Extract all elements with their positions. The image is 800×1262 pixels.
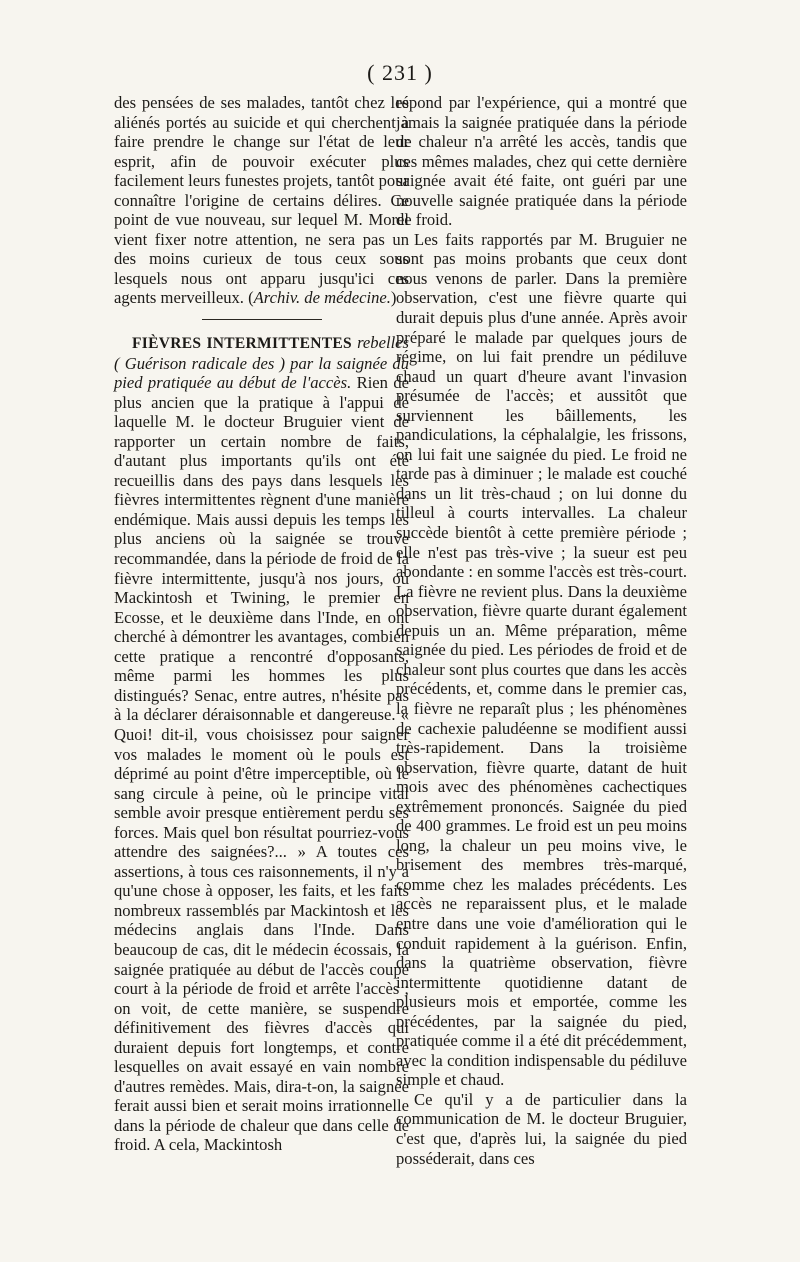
paragraph-text: des pensées de ses malades, tantôt chez les aliénés portés au suicide et qui cherchent à faire prendre le change sur l'état de leur esprit, afin de pouvoir exécuter plus facilement leurs funestes projets, tantôt pour connaître l'origine de certains délires. Ce point de vue nouveau, sur lequel M. Morel vient fixer notre attention, ne sera pas un des moins curieux de tous ceux sous lesquels nous ont apparu jusqu'ici ces agents merveilleux. ( [114, 93, 409, 308]
article-text: Rien de plus ancien que la pratique à l'appui de laquelle M. le docteur Bruguier vient de rapporter un certain nombre de faits, d'autant plus importants qu'ils ont été recueillis dans des pays dans lesquels les fièvres intermittentes règnent d'une manière endémique. Mais aussi depuis les temps les plus anciens où la saignée se trouve recommandée, dans la période de froid de la fièvre intermittente, jusqu'à nos jours, où Mackintosh et Twining, le premier en Ecosse, et le deuxième dans l'Inde, en ont cherché à démontrer les avantages, combien cette pratique a rencontré d'opposants, même parmi les hommes les plus distingués? Senac, entre autres, n'hésite pas à la déclarer déraisonnable et dangereuse. « Quoi! dit-il, vous choisissez pour saigner vos malades le moment où le pouls est déprimé au point d'être imperceptible, où le sang circule à peine, où le principe vital semble avoir presque entièrement perdu ses forces. Mais quel bon résultat pourriez-vous attendre des saignées?... » A toutes ces assertions, à tous ces raisonnements, il n'y a qu'une chose à opposer, les faits, et les faits nombreux rassemblés par Mackintosh et les médecins anglais dans l'Inde. Dans beaucoup de cas, dit le médecin écossais, la saignée pratiquée au début de l'accès coupe court à la période de froid et arrête l'accès ; on voit, de cette manière, se suspendre définitivement des fièvres d'accès qui duraient depuis fort longtemps, et contre lesquelles on avait essayé en vain nombre d'autres remèdes. Mais, dira-t-on, la saignée ferait aussi bien et serait moins irrationnelle dans la période de chaleur que dans celle de froid. A cela, Mackintosh [114, 373, 409, 1155]
article-paragraph [114, 333, 409, 1155]
paragraph: Ce qu'il y a de particulier dans la communication de M. le docteur Bruguier, c'est que, d'après lui, la saignée du pied posséderait, dans ces [396, 1089, 687, 1168]
article-heading: FIÈVRES INTERMITTENTES [132, 335, 352, 353]
article-subtitle: rebelles ( Guérison radicale des ) par la saignée du pied pratiquée au début de l'accès. [114, 333, 409, 393]
section-divider [202, 319, 322, 320]
paragraph: Les faits rapportés par M. Bruguier ne sont pas moins probants que ceux dont nous venons de parler. Dans la première observation, c'est une fièvre quarte qui durait depuis plus d'une année. Après avoir préparé le malade par quelques jours de régime, on lui fait prendre un pédiluve chaud un quart d'heure avant l'invasion présumée de l'accès; et aussitôt que surviennent les bâillements, les pandiculations, la céphalalgie, les frissons, on lui fait une saignée du pied. Le froid ne tarde pas à diminuer ; le malade est couché dans un lit très-chaud ; on lui donne du tilleul à courts intervalles. La chaleur succède bientôt à cette première période ; elle n'est pas très-vive ; la sueur est peu abondante : en somme l'accès est très-court. La fièvre ne revient plus. Dans la deuxième observation, fièvre quarte durant également depuis un an. Même préparation, même saignée du pied. Les périodes de froid et de chaleur sont plus courtes que dans les accès précédents, et, comme dans le premier cas, la fièvre ne reparaît plus ; les phénomènes de cachexie paludéenne se modifient aussi très-rapidement. Dans la troisième observation, fièvre quarte, datant de huit mois avec des phénomènes cachectiques extrêmement prononcés. Saignée du pied de 400 grammes. Le froid est un peu moins long, la chaleur un peu moins vive, le brisement des membres très-marqué, comme chez les malades précédents. Les accès ne reparaissent plus, et le malade entre dans une voie d'amélioration qui le conduit rapidement à la guérison. Enfin, dans la quatrième observation, fièvre intermittente quotidienne datant de plusieurs mois et emportée, comme les précédentes, par la saignée du pied, pratiquée comme il a été dit précédemment, avec la condition indispensable du pédiluve simple et chaud. [396, 229, 687, 1090]
right-column [396, 93, 687, 1168]
source-citation: Archiv. de médecine. [253, 288, 391, 308]
page-number: ( 231 ) [367, 60, 433, 85]
paragraph-continuation: répond par l'expérience, qui a montré que jamais la saignée pratiquée dans la période de chaleur n'a arrêté les accès, tandis que ces mêmes malades, chez qui cette dernière saignée avait été faite, ont guéri par une nouvelle saignée pratiquée dans la période de froid. [396, 93, 687, 230]
left-column [114, 93, 409, 1155]
citation-close: ) [390, 288, 397, 308]
paragraph-continuation [114, 93, 409, 308]
